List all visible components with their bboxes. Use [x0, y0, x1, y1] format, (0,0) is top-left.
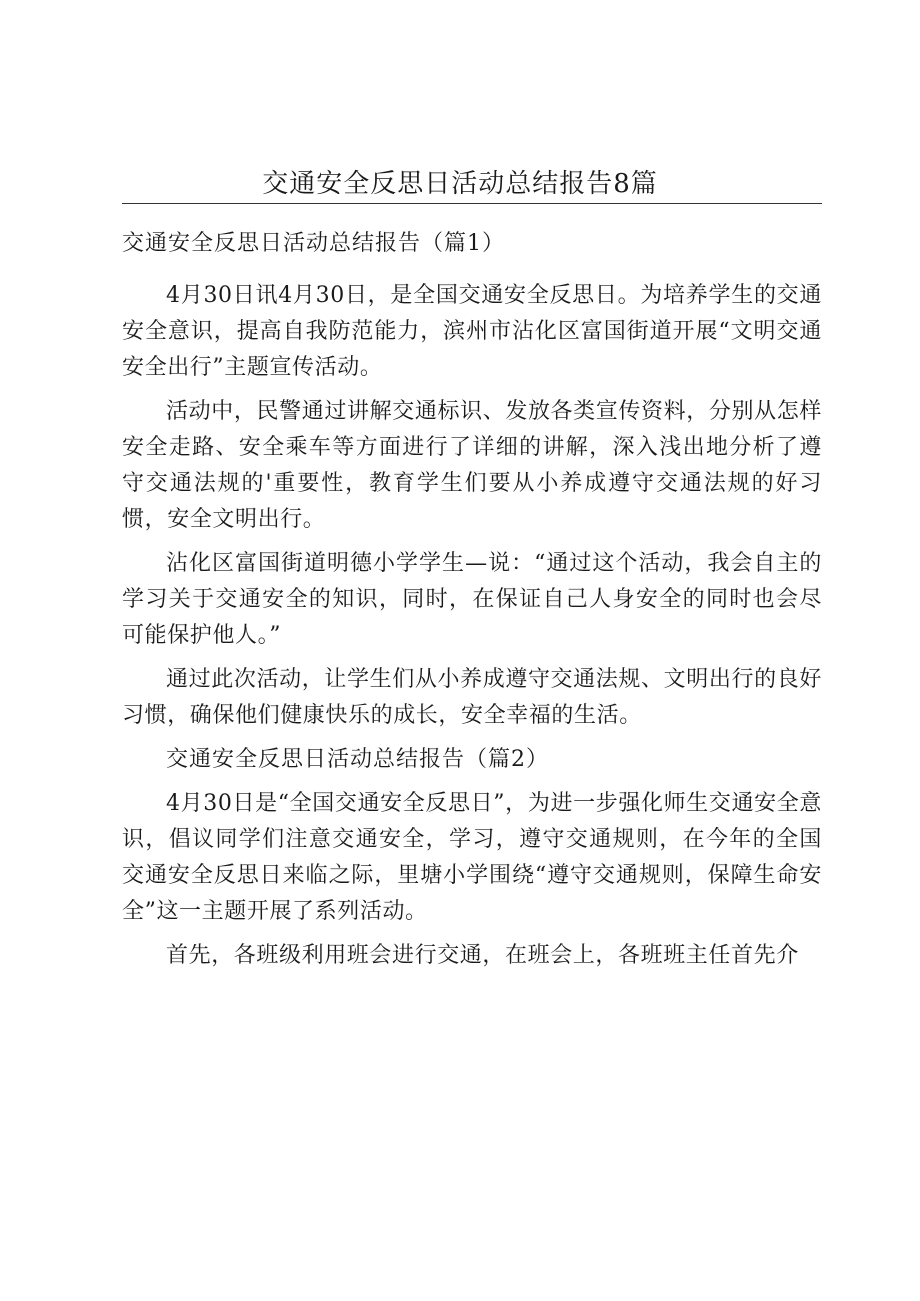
section1-paragraph: 4月30日讯4月30日，是全国交通安全反思日。为培养学生的交通安全意识，提高自我防范能力，滨州市沾化区富国街道开展“文明交通安全出行”主题宣传活动。 — [122, 283, 822, 380]
section1-paragraph: 活动中，民警通过讲解交通标识、发放各类宣传资料，分别从怎样安全走路、安全乘车等方面进行了详细的讲解，深入浅出地分析了遵守交通法规的'重要性，教育学生们要从小养成遵守交通法规的好习惯，安全文明出行。 — [122, 399, 822, 532]
section2-heading: 交通安全反思日活动总结报告（篇2） — [166, 747, 549, 772]
section2-paragraph: 首先，各班级利用班会进行交通，在班会上，各班班主任首先介 — [166, 943, 799, 968]
document-title: 交通安全反思日活动总结报告8篇 — [262, 169, 658, 199]
section2-paragraph: 4月30日是“全国交通安全反思日”，为进一步强化师生交通安全意识，倡议同学们注意交通安全，学习，遵守交通规则，在今年的全国交通安全反思日来临之际，里塘小学围绕“遵守交通规则，保障生命安全”这一主题开展了系列活动。 — [122, 791, 822, 924]
title-divider — [122, 203, 822, 204]
section1-paragraph: 通过此次活动，让学生们从小养成遵守交通法规、文明出行的良好习惯，确保他们健康快乐的成长，安全幸福的生活。 — [122, 667, 822, 728]
section1-heading: 交通安全反思日活动总结报告（篇1） — [122, 231, 505, 256]
document-body — [122, 224, 822, 982]
section1-paragraph: 沾化区富国街道明德小学学生—说：“通过这个活动，我会自主的学习关于交通安全的知识，同时，在保证自己人身安全的同时也会尽可能保护他人。” — [122, 551, 822, 648]
